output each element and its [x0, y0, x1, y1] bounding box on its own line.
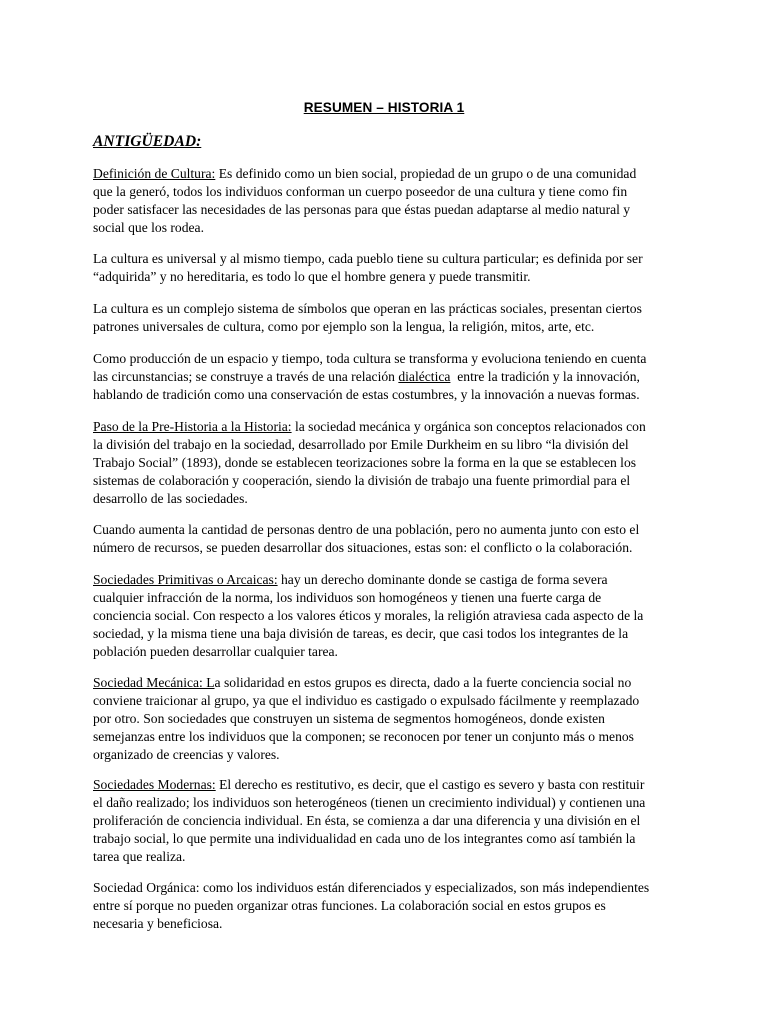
paragraph-lead: Definición de Cultura:: [93, 166, 216, 181]
paragraph-sociedad-organica: Sociedad Orgánica: como los individuos están diferenciados y especializados, son más independientes entre sí porque no pueden organizar otras funciones. La colaboración social en estos grupos es necesaria y beneficiosa.: [93, 880, 650, 931]
paragraph-cultura-universal: La cultura es universal y al mismo tiempo, cada pueblo tiene su cultura particular; es definida por ser “adquirida” y no hereditaria, es todo lo que el hombre genera y puede transmitir.: [93, 251, 643, 284]
section-heading: ANTIGÜEDAD:: [93, 133, 202, 150]
paragraph-poblacion-recursos: Cuando aumenta la cantidad de personas dentro de una población, pero no aumenta junto con esto el número de recursos, se pueden desarrollar dos situaciones, estas son: el conflicto o la colaboración.: [93, 522, 640, 555]
paragraph-produccion-espacio: Como producción de un espacio y tiempo, toda cultura se transforma y evoluciona teniendo en cuenta las circunstancias; se construye a través de una relación dialéctica entre la tradición y la innovación, hablando de tradición como una conservación de estas costumbres, y la innovación a nuevas formas.: [93, 351, 647, 402]
paragraph-lead: Sociedades Modernas:: [93, 777, 216, 792]
paragraph-sociedades-primitivas: Sociedades Primitivas o Arcaicas: hay un derecho dominante donde se castiga de forma severa cualquier infracción de la norma, los individuos son homogéneos y tienen una fuerte carga de conciencia social. Con respecto a los valores éticos y morales, la religión atraviesa cada aspecto de la sociedad, y la misma tiene una baja división de tareas, es decir, que casi todos los integrantes de la población pueden desarrollar cualquier tarea.: [93, 572, 644, 659]
paragraph-definicion-cultura: Definición de Cultura: Es definido como un bien social, propiedad de un grupo o de una comunidad que la generó, todos los individuos conforman un cuerpo poseedor de una cultura y tiene como fin poder satisfacer las necesidades de las personas para que éstas puedan adaptarse al medio natural y social que los rodea.: [93, 166, 637, 235]
paragraph-sociedades-modernas: Sociedades Modernas: El derecho es restitutivo, es decir, que el castigo es severo y basta con restituir el daño realizado; los individuos son heterogéneos (tienen un crecimiento individual) y contienen una proliferación de conciencia individual. En ésta, se comienza a dar una diferencia y una división en el trabajo social, lo que permite una individualidad en cada uno de los integrantes como así también la tarea que realiza.: [93, 777, 646, 864]
paragraph-lead: Sociedades Primitivas o Arcaicas:: [93, 572, 278, 587]
paragraph-pre-historia: Paso de la Pre-Historia a la Historia: la sociedad mecánica y orgánica son conceptos relacionados con la división del trabajo en la sociedad, desarrollado por Emile Durkheim en su libro “la división del Trabajo Social” (1893), donde se establecen teorizaciones sobre la forma en la que se establecen los sistemas de colaboración y cooperación, siendo la división de trabajo una fuente primordial para el desarrollo de las sociedades.: [93, 419, 646, 506]
paragraph-sistema-simbolos: La cultura es un complejo sistema de símbolos que operan en las prácticas sociales, presentan ciertos patrones universales de cultura, como por ejemplo son la lengua, la religión, mitos, arte, etc.: [93, 301, 642, 334]
paragraph-lead: Paso de la Pre-Historia a la Historia:: [93, 419, 292, 434]
paragraph-sociedad-mecanica: Sociedad Mecánica: La solidaridad en estos grupos es directa, dado a la fuerte conciencia social no conviene traicionar al grupo, ya que el individuo es castigado o expulsado fácilmente y reemplazado por otro. Son sociedades que construyen un sistema de segmentos homogéneos, donde existen semejanzas entre los individuos que la componen; se reconocen por tener un conjunto más o menos organizado de creencias y valores.: [93, 675, 640, 762]
underlined-term: dialéctica: [398, 368, 451, 384]
paragraph-lead: Sociedad Mecánica: L: [93, 675, 215, 690]
document-title: RESUMEN – HISTORIA 1: [303, 100, 465, 115]
